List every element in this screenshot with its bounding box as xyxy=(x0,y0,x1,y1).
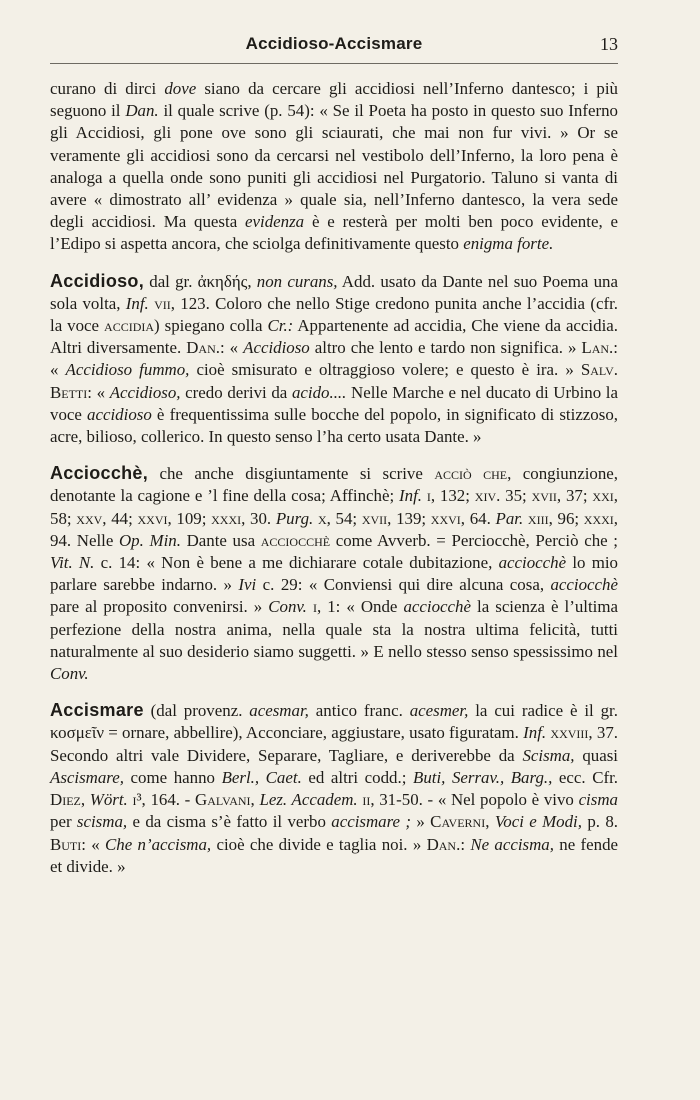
italic-run: Wört. xyxy=(89,790,128,810)
smallcaps-run: xvii xyxy=(361,508,388,528)
italic-run: Accidioso fummo, xyxy=(65,360,190,380)
smallcaps-run: Salv. Betti xyxy=(50,360,619,402)
italic-run: evidenza xyxy=(245,212,305,232)
smallcaps-run: Caverni xyxy=(430,812,486,832)
italic-run: accidioso xyxy=(87,404,152,424)
text-run: , 109; xyxy=(167,508,212,528)
text-run: che anche disgiuntamente si scrive xyxy=(148,464,435,484)
text-run: come hanno xyxy=(123,767,222,787)
text-run: ecc. Cfr. xyxy=(552,767,619,787)
text-run: cioè che divide e taglia noi. » xyxy=(211,834,427,854)
italic-run: Conv. xyxy=(50,664,89,684)
text-run: dal gr. ἀκηδής, xyxy=(144,271,257,291)
text-run: : « xyxy=(219,338,244,358)
italic-run: cisma xyxy=(578,790,618,810)
italic-run: acesmar, xyxy=(249,701,309,721)
text-run: ne fende et divide. » xyxy=(50,834,619,876)
smallcaps-run: xxviii xyxy=(550,723,589,743)
smallcaps-run: xxvi xyxy=(430,508,461,528)
text-run: antico franc. xyxy=(308,701,410,721)
italic-run: Scisma, xyxy=(522,745,575,765)
italic-run: Inf. xyxy=(399,486,422,506)
text-run: Dante usa xyxy=(180,530,261,550)
smallcaps-run: xiii xyxy=(527,508,549,528)
entry-accismare xyxy=(50,699,618,878)
italic-run: Berl., Caet. xyxy=(221,767,302,787)
text-run: , xyxy=(250,790,260,810)
italic-run: dove xyxy=(164,79,197,98)
smallcaps-run: acciò che xyxy=(434,464,508,484)
italic-run: Ivi xyxy=(238,575,257,595)
text-run: , 164. - xyxy=(141,790,195,810)
running-title: Accidioso-Accismare xyxy=(245,34,423,53)
text-run: siano da cercare gli accidiosi nell’Inferno dantesco; i più seguono il xyxy=(50,79,619,121)
smallcaps-run: Dan. xyxy=(426,834,461,854)
italic-run: Vit. N. xyxy=(50,553,95,573)
italic-run: Purg. xyxy=(275,508,314,528)
text-run: , 37; xyxy=(556,486,593,506)
text-run: come Avverb. = Perciocchè, Perciò che ; xyxy=(330,530,618,550)
italic-run: Ne accisma, xyxy=(470,834,554,854)
italic-run: acciocchè xyxy=(403,597,471,617)
smallcaps-run: xiv xyxy=(474,486,497,506)
paragraph-continuation xyxy=(50,78,618,256)
text-run: , 58; xyxy=(50,486,618,528)
headword: Accidioso, xyxy=(50,270,145,291)
headword: Acciocchè, xyxy=(50,463,149,484)
text-run: , 94. Nelle xyxy=(50,508,619,550)
smallcaps-run: ii xyxy=(362,790,371,810)
text-run: lo mio parlare sarebbe indarno. » xyxy=(50,553,618,595)
headword: Accismare xyxy=(50,700,144,721)
text-run: , xyxy=(80,790,90,810)
running-header xyxy=(50,34,618,60)
italic-run: Conv. xyxy=(268,597,307,617)
italic-run: Accidioso xyxy=(243,338,310,358)
italic-run: acciocchè xyxy=(498,553,567,573)
text-run: c. 29: « Conviensi qui dire alcuna cosa, xyxy=(256,575,551,595)
italic-run: accismare ; xyxy=(331,812,412,832)
text-run: il quale scrive (p. 54): « Se il Poeta ha posto in questo suo Inferno gli Accidiosi, gli pone ove sono gli sciaurati, che mai non fur vivi. » Or se veramente gli accidiosi sono da cercarsi nel vestibolo dell’Inferno, la loro pena è analoga a quella onde sono puniti gli accidiosi nel Purgatorio. Taluno si vanta di avere « dimostrato all’ evidenza » quale sia, nell’Inferno dantesco, la vera sede degli accidiosi. Ma questa xyxy=(50,101,618,232)
text-run: Appartenente ad accidia, Che viene da accidia. Altri diversamente. xyxy=(50,316,618,358)
text-run: credo derivi da xyxy=(180,382,292,402)
italic-run: Ascismare, xyxy=(50,767,124,787)
italic-run: Voci e Modi, xyxy=(494,812,582,832)
smallcaps-run: xxvi xyxy=(137,508,168,528)
text-run: ) spiegano colla xyxy=(154,316,268,336)
text-run: è e resterà per molti ben poco evidente, e l’Edipo si aspetta ancora, che sciolga definitivamente questo xyxy=(50,212,618,254)
smallcaps-run: xxi xyxy=(592,486,614,506)
smallcaps-run: xxxi xyxy=(211,508,242,528)
text-run: quasi xyxy=(574,745,618,765)
text-run: altro che lento e tardo non significa. » xyxy=(309,338,582,358)
text-run: ed altri codd.; xyxy=(301,767,413,787)
text-run: , 44; xyxy=(102,508,138,528)
text-run: , 139; xyxy=(387,508,431,528)
text-run: la cui radice è il gr. κοσμεῖν = ornare, abbellire), Acconciare, aggiustare, usato figuratam. xyxy=(50,701,618,743)
text-run: per xyxy=(50,812,77,832)
italic-run: Che n’accisma, xyxy=(105,834,212,854)
text-run: Nelle Marche e nel ducato di Urbino la voce xyxy=(50,382,618,424)
italic-run: acesmer, xyxy=(409,701,469,721)
smallcaps-run: i xyxy=(312,597,317,617)
text-run: Add. usato da Dante nel suo Poema una sola volta, xyxy=(50,271,618,313)
italic-run: Par. xyxy=(495,508,524,528)
italic-run: Buti, Serrav., Barg., xyxy=(413,767,553,787)
smallcaps-run: accidia xyxy=(104,316,155,336)
text-run: , 37. Secondo altri vale Dividere, Separare, Tagliare, e deriverebbe da xyxy=(50,723,618,765)
smallcaps-run: i xyxy=(426,486,431,506)
text-run: , 96; xyxy=(548,508,584,528)
text-run: : « xyxy=(87,382,110,402)
text-run: , congiunzione, denotante la cagione e ’l fine della cosa; Affinchè; xyxy=(50,464,618,506)
smallcaps-run: Galvani xyxy=(195,790,251,810)
text-run: , 123. Coloro che nello Stige credono punita anche l’accidia (cfr. la voce xyxy=(50,293,618,336)
text-run: la scienza è l’ultima perfezione della nostra anima, nella quale sta la nostra ultima felicità, tutti naturalmente al suo desiderio siamo suggetti. » E nello stesso senso spessissimo nel xyxy=(50,597,618,661)
smallcaps-run: acciocchè xyxy=(260,530,331,550)
smallcaps-run: vii xyxy=(154,293,171,313)
text-run: : xyxy=(460,834,471,854)
text-run: » xyxy=(411,812,431,832)
italic-run: Inf. xyxy=(523,723,547,743)
text-run: , 64. xyxy=(460,508,496,528)
text-run: e da cisma s’è fatto il verbo xyxy=(127,812,332,832)
smallcaps-run: Lan. xyxy=(581,338,614,358)
entry-accidioso xyxy=(50,270,618,449)
text-run: p. 8. xyxy=(581,812,619,832)
smallcaps-run: i³ xyxy=(132,790,142,810)
page-number: 13 xyxy=(600,34,618,54)
smallcaps-run: x xyxy=(317,508,327,528)
italic-run: Accidioso, xyxy=(109,382,181,402)
text-run: cioè smisurato e oltraggioso volere; e questo è ira. » xyxy=(189,360,581,380)
text-run: , 54; xyxy=(326,508,362,528)
smallcaps-run: xvii xyxy=(531,486,557,506)
italic-run: enigma forte. xyxy=(463,234,554,254)
text-run: curano di dirci xyxy=(50,79,165,98)
text-run: , 30. xyxy=(241,508,276,528)
smallcaps-run: xxxi xyxy=(583,508,614,528)
italic-run: Cr.: xyxy=(267,316,294,336)
text-run: : « xyxy=(50,338,618,380)
header-rule xyxy=(50,63,618,64)
italic-run: Inf. xyxy=(125,293,149,313)
text-run: , 1: « Onde xyxy=(316,597,404,617)
text-run: , 31-50. - « Nel popolo è vivo xyxy=(370,790,579,810)
entry-acciocche xyxy=(50,462,618,685)
italic-run: Lez. Accadem. xyxy=(259,790,358,810)
text-run: , 132; xyxy=(430,486,475,506)
text-body xyxy=(50,78,618,878)
text-run: , xyxy=(485,812,495,832)
smallcaps-run: Diez xyxy=(50,790,81,810)
italic-run: scisma, xyxy=(76,812,128,832)
text-run: (dal provenz. xyxy=(143,701,250,721)
smallcaps-run: Dan. xyxy=(186,338,220,358)
text-run: c. 14: « Non è bene a me dichiarare cotale dubitazione, xyxy=(94,553,499,573)
italic-run: acciocchè xyxy=(550,575,618,595)
italic-run: Op. Min. xyxy=(118,530,181,550)
text-run: . 35; xyxy=(496,486,532,506)
text-run: : « xyxy=(81,834,105,854)
smallcaps-run: xxv xyxy=(76,508,103,528)
smallcaps-run: Buti xyxy=(50,834,82,854)
text-run: è frequentissima sulle bocche del popolo, in significato di stizzoso, acre, bilioso, collerico. In questo senso l’ha certo usata Dante. » xyxy=(50,404,618,447)
text-run: pare al proposito convenirsi. » xyxy=(50,597,269,617)
italic-run: Dan. xyxy=(125,101,159,121)
italic-run: non curans, xyxy=(256,271,338,291)
italic-run: acido.... xyxy=(291,382,347,402)
